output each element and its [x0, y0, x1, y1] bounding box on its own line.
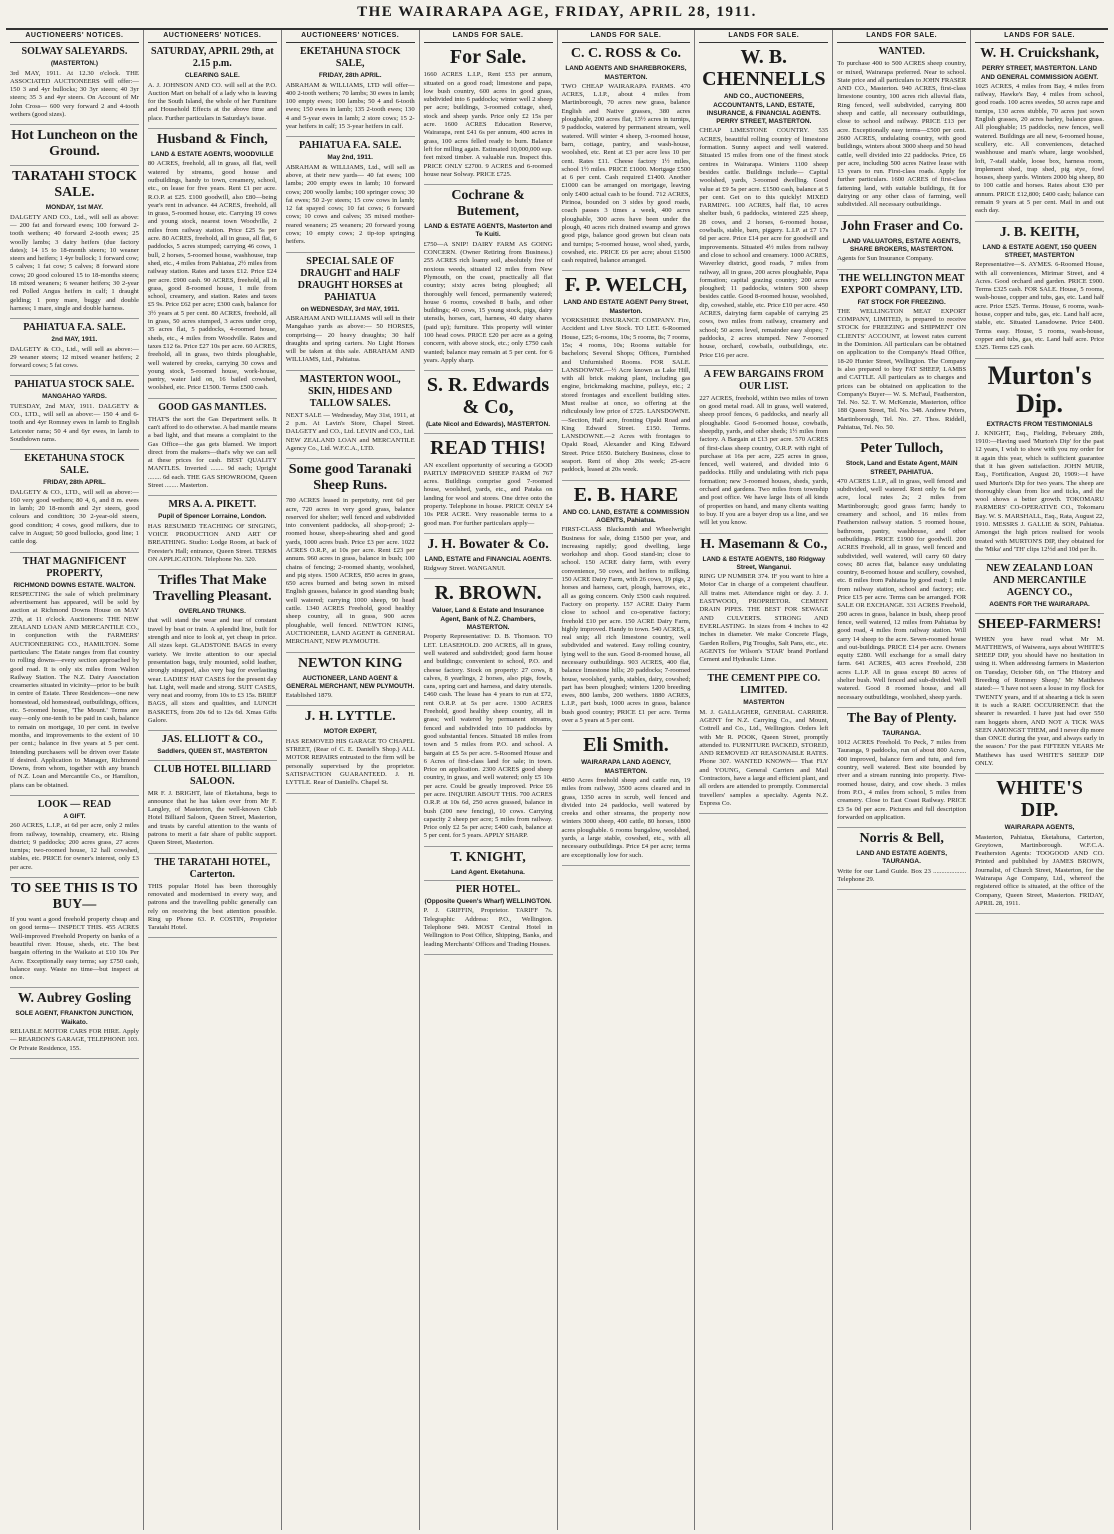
ad-title: Peter Tulloch,	[860, 441, 944, 457]
advertisement	[148, 734, 277, 760]
ad-subtitle: MONDAY, 1st MAY.	[45, 204, 104, 212]
ad-title: THAT MAGNIFICENT PROPERTY,	[22, 555, 127, 579]
ad-body: 1025 ACRES, 4 miles from Bay, 4 miles from railway, Hawke's Bay, 4 miles from school, good roads. 100 acres swedes, 50 acres rape and turnips, 130 acres stubble, 70 acres just sown English grasses, 20 acres harley, balance grass. All ploughable; 15 paddocks, new fences, well watered. Buildings are all new, 6-roomed house, scullery, etc. All conveniences, detached washhouse and man's whare, large woolshed, loft, 7-stall stable, loose box, harness room, implement shed, trap shed, pig stye, fowl houses, sheep yards. Winters 2000 big sheep, 80 to 100 cattle and horses. Rates about £30 per annum. PRICE £12,800; £400 cash; balance can remain 9 years at 5 per cent. Mail in and out each day.	[975, 82, 1104, 215]
ad-subtitle: A GIFT.	[63, 813, 86, 820]
advertisement	[286, 462, 415, 652]
ad-subtitle: LAND & ESTATE AGENTS, Masterton and Te Kuiti.	[424, 223, 552, 239]
advertisement	[699, 673, 828, 814]
advertisement	[10, 128, 139, 166]
advertisement	[148, 764, 277, 854]
advertisement	[424, 188, 553, 371]
ad-subtitle: AUCTIONEER, LAND AGENT & GENERAL MERCHANT, NEW PLYMOUTH.	[286, 674, 415, 690]
ad-body: CHEAP LIMESTONE COUNTRY. 535 ACRES, beautiful rolling country of limestone formation. Sunny aspect and well watered. Situated 15 miles from one of the finest stock centres in Wairarapa. Winters 1100 sheep besides cattle. Buildings include— Capital woolshed, yards, 3-roomed dwelling. Good value at £9 5s per acre. £1500 cash, balance at 5 per cent. Get on to this quickly! MIXED FARMING. 100 ACRES, half flat, 10 acres shelter bush, 6 paddocks, wintered 225 sheep, 28 cows, and 2 horses, 6-roomed house, cowbails, stable, barn, piggery. L.I.P. at £7 17s 6d per acre. Price £14 per acre for goodwill and improvements. Situated 4½ miles from railway and close to school and creamery. 1000 ACRES, Waverley district, good roads, 7 miles from railway, all in grass, 200 acres ploughable, Papa formation; capital grazing country; 200 acres ploughed; 11 paddocks, winters 900 sheep besides cattle. Good 8-roomed house, woolshed, dip, cowshed, stable, etc. Price £10 per acre. 450 ACRES, dairying farm capable of carrying 25 cows, two miles from railway, creamery and school; 50 acres level, remainder easy slopes; 7 paddocks, 2 acres stumped. New 7-roomed house, orchard, cowbails, outbuildings, etc. Price £16 per acre.	[699, 127, 829, 359]
ad-title: E. B. HARE	[573, 483, 679, 506]
ad-title: NEW ZEALAND LOAN AND MERCANTILE AGENCY CO.,	[986, 563, 1093, 599]
ad-body: 470 ACRES L.I.P., all in grass, well fenced and subdivided, well watered. Rent only 6s 6d per acre, local rates 2s; 2 miles from Martinborough; good grass farm; handy to creamery and school, and 16 miles from Featherston railway station. 5 roomed house, bathroom, pantry, washhouse, and other outbuildings. PRICE £1900 for goodwill. 200 ACRES Freehold, all in grass, well fenced and subdivided, well watered, will carry 60 dairy cows; 80 acres flat, balance easy undulating country, 8-roomed house and scullery, cowshed, etc. 8 miles from Pahiatua by good road; 1 mile from railway station, school and factory; etc. Price £15 per acre. Terms can be arranged. FOR SALE OR EXCHANGE. 331 ACRES Freehold, 290 acres in grass, balance in bush, sheep proof fence, well watered, 12 miles from Pahiatua by good road, 4 miles from railway station. Will carry 14 sheep to the acre. Seven-roomed house and out-buildings. PRICE £14 per acre. Owners equity £280. Will exchange for a small dairy farm. 641 ACRES, 403 acres Freehold, 238 acres L.I.P. All in grass except 80 acres of shelter bush. Well fenced and sub-divided. Well watered. Good 8 roomed house, and all necessary outbuildings, woolshed, sheep yards.	[837, 477, 967, 701]
ad-title: Trifles That Make Travelling Pleasant.	[152, 573, 272, 605]
advertisement	[424, 884, 553, 955]
ad-body: HAS RESUMED TEACHING OF SINGING, VOICE PRODUCTION AND ART OF BREATHING. Studio: Lodge Room, at back of Forester's Hall; entrance, Queen Street. TERMS ON APPLICATION. Telephone No. 320.	[147, 522, 277, 563]
ad-body: Established 1879.	[285, 692, 333, 700]
advertisement	[975, 46, 1104, 221]
newspaper-columns	[6, 28, 1108, 1530]
ad-title: WHITE'S DIP.	[996, 777, 1083, 822]
ad-body: WHEN you have read what Mr M. MATTHEWS, of Waiwera, says about WHITE'S SHEEP DIP, you should have no hesitation in using it. When addressing farmers in Masterton on Tuesday, October 6th, on 'The History and Breeding of Romney Sheep,' Mr Matthews stated:— 'I have not seen a louse in my flock for TWENTY years, and if at shearing a tick is seen it is such a RARE OCCURRENCE that the shearer is rewarded. I have just had over 550 ram hoggets shorn, AND NOT A TICK WAS SEEN AMONGST THEM, and I never dip more than ONCE during the year, and always early in the season.' For the past FIFTEEN YEARS Mr Matthews has used WHITE'S SHEEP DIP ONLY.	[975, 635, 1104, 767]
ad-body: To purchase 400 to 500 ACRES sheep country, or mixed, Wairarapa preferred. Near to school. State price and all particulars to JOHN FRASER AND CO., Masterton. 940 ACRES, first-class limestone country, 100 acres rich alluvial flats, Ring fenced, well subdivided, carrying 800 sheep and cattle, all necessary outbuildings, close to school and railway. PRICE £13 per acre. Exceptionally easy terms—£500 per cent. 2600 ACRES, undulating country, with good buildings, winters about 3000 sheep and 50 head cattle, well divided into 22 paddocks. Price, £6 per acre, including 500 acres Native lease with 13 years to run. First-class roads. Apply for further particulars. 1600 ACRES of first-class fattening land, with suitable buildings, fit for dairying or any other class of farming, well subdivided. All necessary outbuildings.	[837, 60, 967, 209]
ad-title: C. C. ROSS & Co.	[570, 46, 681, 62]
ad-body: MR F. J. BRIGHT, late of Eketahuna, begs to announce that he has taken over from Mr F. Langley, of Masterton, the well-known Club Hotel Billiard Saloon, Queen Street, Masterton, and trusts by careful attention to the wants of patrons to merit a fair share of public support. Queen Street, Masterton.	[147, 789, 277, 847]
ad-title: Murton's Dip.	[987, 360, 1092, 418]
ad-subtitle: MANGAHAO YARDS.	[42, 393, 107, 401]
ad-body: Write for our Land Guide. Box 23 .................... Telephone 29.	[837, 867, 967, 884]
ad-title: WANTED.	[878, 46, 925, 58]
advertisement	[148, 573, 277, 731]
advertisement	[699, 369, 828, 534]
ad-body: ABRAHAM & WILLIAMS, LTD will offer— 400 2-tooth wethers; 70 lambs; 30 ewes in lamb; 100 empty ewes; 100 lambs; 50 4 and 6-tooth ewes; 150 ewes in lamb; 135 2-tooth ewes; 130 4 and 5-year ewes in lamb; 2 store cows; 15 2-year heifers in calf; 15 3-year heifers in calf.	[285, 81, 415, 131]
ad-body: DALGETY AND CO., Ltd., will sell as above:— 200 fat and forward ewes; 100 forward 2-tooth wethers; 40 forward 2-tooth ewes; 25 woolly lambs; 3 dairy heifers (due factory dates); 14 15 to 18-month steers; 10 weaner steers and heifers; 1 4yr bullock; 1 forward cow; 5 calves; 1 fat cow; 5 calves; 8 forward store cows; 20 good coloured 15 to 18-months steers; 18 mixed weaners; 6 weaner heifers; 30 2-year red Polled Angus heifers in calf; 1 draught gelding; 1 pony mare, buggy and double harness; 1 mare, single and double harness.	[10, 213, 139, 312]
ad-title: PAHIATUA F.A. SALE.	[299, 140, 402, 152]
ad-subtitle: AND CO., AUCTIONEERS, ACCOUNTANTS, LAND, ESTATE, INSURANCE, & FINANCIAL AGENTS. PERRY STREET, MASTERTON.	[706, 93, 821, 126]
ad-body: 3rd MAY, 1911. At 12.30 o'clock. THE ASSOCIATED AUCTIONEERS will offer:— 150 3 and 4yr bullocks; 30 3yr steers; 40 3yr steers; 35 3 and 4yr steers. On Account of Mr John Cross— 600 very forward 2 and 4-tooth wethers (good sizes).	[10, 69, 139, 119]
ad-body: THAT'S the sort the Gas Department sells. It can't afford to do otherwise. A bad mantle means a bad light, and that means a complaint to the Gas Office—the gas gets blamed. We import direct from the makers—that's why we can sell at these prices for cash. BEST QUALITY MANTLES. Inverted ........ 9d each; Upright ........ 6d each. THE GAS SHOWROOM, Queen Street ........ Masterton.	[147, 415, 277, 490]
ad-title: THE CEMENT PIPE CO. LIMITED.	[707, 673, 821, 697]
ad-subtitle: LAND AGENTS AND SHAREBROKERS, MASTERTON.	[565, 65, 687, 81]
ad-subtitle: PERRY STREET, MASTERTON. LAND AND GENERAL COMMISSION AGENT.	[980, 65, 1099, 81]
ad-title: The Bay of Plenty.	[846, 710, 957, 726]
ad-body: Masterton, Pahiatua, Eketahuna, Carterton, Greytown, Martinborough. W.F.C.A. Featherston Agents: TOOGOOD AND CO. Printed and published by JAMES BROWN, Journalist, of Church Street, Masterton, for the Wairarapa Age Company, Ltd., whereof the registered office is situated, at the office of the Company, Queen Street, Masterton. FRIDAY, APRIL 28, 1911.	[975, 833, 1104, 907]
ad-subtitle: LAND VALUATORS, ESTATE AGENTS, SHARE BROKERS, MASTERTON.	[842, 237, 961, 253]
ad-subtitle: AGENTS FOR THE WAIRARAPA.	[989, 601, 1090, 609]
ad-body: that will stand the wear and tear of constant travel by boat or train. A splendid line, built for strength and nice to look at, yet cheap in price. All sizes kept. GLADSTONE BAGS in every variety. We invite attention to our special presentation bags, truly mounted, solid leather, strongly strapped, also very bag for everlasting wear. LADIES' HAT CASES for the present day hat. Light, well made and strong. SUIT CASES, very neat and roomy, from 10s to £3 15s. BRIEF BAGS, all sizes and qualities, and LUNCH BASKETS, from 20s 6d to 12s 6d. Xmas Gifts Galore.	[147, 617, 277, 724]
ad-title: NEWTON KING	[298, 655, 403, 671]
ad-title: Norris & Bell,	[859, 831, 944, 847]
ad-title: MASTERTON WOOL, SKIN, HIDES AND TALLOW SALES.	[299, 373, 401, 409]
ad-body: 780 ACRES leased in perpetuity, rent 6d per acre, 720 acres in very good grass, balance reserved for shelter; well fenced and subdivided into convenient paddocks, all shop-proof; 2-roomed house, sheep-shearing shed and good yards, 1000 acres bush. Price £3 per acre. 1022 ACRES O.R.P., at 10s per acre. Rent £23 per annum. 960 acres in grass, balance in bush; 100 chains of fencing; 2-roomed shanty, woolshed, and pig styes. 1500 ACRES, 850 acres in grass, 650 acres burned and being sown in mixed English grasses, balance in good standing bush; well watered; carrying 1000 sheep, 90 head cattle. 1340 ACRES Freehold, good healthy sheep country, all in grass, 900 acres ploughable, well fenced. NEWTON KING, AUCTIONEER, LAND AGENT & GENERAL MERCHANT, NEW PLYMOUTH.	[285, 497, 415, 646]
ad-title: W. Aubrey Gosling	[17, 991, 132, 1007]
ad-subtitle: RICHMOND DOWNS ESTATE. WALTON.	[13, 581, 136, 589]
column-header: LANDS FOR SALE.	[699, 32, 828, 43]
advertisement	[286, 709, 415, 793]
ad-body: Agents for Sun Insurance Company.	[837, 255, 933, 263]
ad-subtitle: OVERLAND TRUNKS.	[178, 608, 246, 616]
column-header: LANDS FOR SALE.	[975, 32, 1104, 43]
ad-subtitle: May 2nd, 1911.	[327, 154, 373, 162]
ad-title: Some good Taranaki Sheep Runs.	[288, 462, 412, 494]
advertisement	[975, 225, 1104, 359]
advertisement	[837, 831, 966, 890]
advertisement	[10, 379, 139, 450]
advertisement	[10, 322, 139, 376]
ad-title: EKETAHUNA STOCK SALE,	[299, 46, 401, 70]
ad-title: H. Masemann & Co.,	[700, 536, 828, 552]
column-4	[420, 30, 558, 1530]
advertisement	[10, 556, 139, 796]
advertisement	[975, 617, 1104, 775]
ad-body: TUESDAY, 2nd MAY, 1911. DALGETY & CO., LTD., will sell as above:— 150 4 and 6-tooth and 4yr Romney ewes in lamb to English Leicester rams; 50 4 and 6yr ewes, in lamb to Southdown rams.	[10, 402, 139, 443]
ad-subtitle: LAND AND ESTATE AGENTS, TAURANGA.	[856, 850, 947, 866]
masthead-title: THE WAIRARAPA AGE, FRIDAY, APRIL 28, 1911.	[357, 4, 757, 20]
ad-subtitle: Valuer, Land & Estate and Insurance Agent, Bank of N.Z. Chambers, MASTERTON.	[432, 607, 545, 632]
ad-title: W. B. CHENNELLS	[702, 46, 826, 91]
ad-title: Husband & Finch,	[156, 132, 268, 148]
advertisement	[10, 46, 139, 125]
ad-body: ABRAHAM AND WILLIAMS will sell in their Mangahao yards as above:— 50 HORSES, comprising— 20 heavy draughts; 30 half draughts and spring carters. No Light Horses will be taken at this sale. ABRAHAM AND WILLIAMS, Ltd., Pahiatua.	[285, 314, 415, 364]
advertisement	[148, 499, 277, 570]
ad-subtitle: TAURANGA.	[882, 729, 921, 737]
advertisement	[424, 374, 553, 433]
ad-title: PAHIATUA STOCK SALE.	[14, 379, 135, 391]
advertisement	[10, 169, 139, 319]
ad-body: THIS popular Hotel has been thoroughly renovated and modernised in every way, and patrons and the travelling public generally can rely on receiving the best attention possible. Ring up Phone 63. P. COSTIN, Proprietor Taratahi Hotel.	[147, 882, 277, 932]
ad-body: A. J. JOHNSON AND CO. will sell at the P.O. Auction Mart on behalf of a lady who is leaving for the South Island, the whole of her Furniture and Household Effects at the above time and place. Further particulars in Saturday's issue.	[147, 81, 277, 122]
ad-title: MRS A. A. PIKETT.	[168, 499, 257, 511]
ad-body: 4850 Acres freehold sheep and cattle run, 19 miles from railway, 3500 acres cleared and in grass, 1350 acres in scrub, well fenced and divided into 24 paddocks, well watered by creeks and other streams, the property now winters 3000 sheep, 400 cattle, 80 horses, 1800 acres ploughable. 6 rooms bungalow, woolshed, yards, a large stable, cowshed, etc., with all necessary outbuildings. Price £4 per acre; terms are exceptionally low for such.	[561, 776, 691, 859]
ad-subtitle: LAND & ESTATE AGENT, 150 QUEEN STREET, MASTERTON	[982, 243, 1097, 259]
advertisement	[148, 46, 277, 129]
advertisement	[286, 46, 415, 137]
advertisement	[10, 991, 139, 1058]
advertisement	[148, 402, 277, 497]
ad-subtitle: AND CO. LAND, ESTATE & COMMISSION AGENTS, Pahiatua.	[562, 508, 690, 524]
advertisement	[424, 437, 553, 534]
ad-title: EKETAHUNA STOCK SALE.	[24, 453, 125, 477]
advertisement	[562, 734, 691, 866]
advertisement	[10, 881, 139, 988]
column-5	[558, 30, 696, 1530]
advertisement	[837, 273, 966, 439]
advertisement	[562, 46, 691, 271]
ad-subtitle: FAT STOCK FOR FREEZING.	[857, 298, 946, 306]
ad-body: FIRST-CLASS Blacksmith and Wheelwright Business for sale, doing £1500 per year, and increasing rapidly; good dwelling, large workshop and shop. Good stand-in; close to school. 150 ACRE dairy farm, with every convenience, 50 cows, and heifers to milking. 150 ACRE Dairy Farm, with 26 cows, 19 pigs, 2 horses and harness, cart, plough, harrows, etc., all as going concern. Only £500 cash required. Factory on property. 157 ACRE Dairy Farm close to school and co-operative factory; freehold £10 per acre. 150 ACRE Dairy Farm, highly improved. Handy to town. 540 ACRES, a real snip; all rich limestone country, well subdivided and watered. Easy rolling country, lying well to the sun. Good 8-roomed house, all necessary outbuildings. 903 ACRES, 400 flat, balance limestone hills; 20 paddocks; 7-roomed house, woolshed, yards, stables, dairy, cowshed; part has been ploughed; winters 1200 breeding ewes, 800 lambs, 200 wethers. 1880 ACRES, L.I.P., part bush, 1000 acres in grass, balance bush good country; PRICE £1 per acre. Terms over a 5 years at 5 per cent.	[561, 526, 691, 725]
ad-title: TO SEE THIS IS TO BUY—	[11, 881, 138, 913]
column-2	[144, 30, 282, 1530]
ad-subtitle: CLEARING SALE.	[184, 72, 240, 80]
ad-title: T. KNIGHT,	[450, 849, 526, 865]
ad-body: £750—A SNIP! DAIRY FARM AS GOING CONCERN. (Owner Retiring from Business.) 255 ACRES rich loamy soil, absolutely free of noxious weeds, situated 12 miles from New Plymouth, on the coast, practically all flat country; sixty acres being ploughed; all thoroughly well fenced, permanently watered; house 6 rooms, cowshed 8 bails, and other buildings; 40 cows, 15 young stock, pigs, dairy utensils, horses, cart, harness, 40 dairy shares (paid up); furniture. This property will winter 100 head cows. PRICE £20 per acre as a going concern, with above stock, etc.; only £750 cash wanted; balance may remain at 5 per cent. for 6 years. Apply sharp.	[423, 240, 553, 364]
ad-title: R. BROWN.	[434, 582, 542, 605]
ad-title: JAS. ELLIOTT & CO.,	[161, 734, 263, 746]
ad-body: 1660 ACRES L.I.P., Rent £53 per annum, situated on a good road; limestone and papa, low bush country, 600 acres in good grass, subdivided into 6 paddocks; winter well 2 sheep per acre; buildings, 3-roomed cottage, shed, stock and sheep yards. Price only £2 15s per acre. 1600 ACRES Education Reserve, Wairarapa, rent £41 6s per annum, 400 acres in grass, 100 acres felled ready to burn. Balance left for milling again. Estimated 10,000,000 sup. feet mixed timber. A valuable run. Inspect this. PRICE ONLY £2700. 9 ACRES and 6-roomed house near Solway. PRICE £725.	[423, 71, 553, 178]
ad-subtitle: LAND & ESTATE AGENTS, 180 Ridgway Street, Wanganui.	[702, 555, 826, 571]
ad-subtitle: MOTOR EXPERT,	[323, 728, 377, 736]
column-7	[833, 30, 971, 1530]
ad-title: SOLWAY SALEYARDS.	[21, 46, 128, 58]
ad-body: 1012 ACRES Freehold. To Peck, 7 miles from Tauranga, 9 paddocks, run of about 800 Acres, 400 improved, balance fern and tutu, and fern country, well watered. Best site bounded by river and a stream running into property. Five-roomed house, dairy, and cow sheds. 3 miles from P.O., 4 miles from school, 5 miles from creamery. Close to East Coast Railway. PRICE £3 5s 0d per acre. Pictures and full description forwarded on application.	[837, 739, 967, 821]
ad-title: THE TARATAHI HOTEL, Carterton.	[154, 856, 271, 880]
ad-title: J. H. Bowater & Co.	[427, 536, 549, 552]
advertisement	[424, 46, 553, 185]
ad-body: Ridgway Street. WANGANUI.	[423, 565, 506, 573]
ad-body: 80 ACRES, freehold, all in grass, all flat, well watered by streams, good house and outbuildings, handy to town, creamery, school, etc., on lease for five years. Rent £1 per acre. R.O.P. at £25. £100 goodwill, also £80—being year's rent in advance. 44 ACRES, freehold, all in grass, 5-roomed house, etc. Carrying 19 cows and young stock, nearest town Woodville, 2 miles from railway station. Price £25 5s per acre. 80 ACRES, freehold, all in grass, all flat, 6 paddocks, 5 acres stumped; carrying 46 cows, 1 bull, 2 horses, 5-roomed house, washhouse, trap shed, etc., 4 miles from Pahiatua, 2½ miles from railway station. Rates and taxes £12. Price £24 per acre. £900 cash. 90 ACRES, freehold, all in grass, good 8-roomed house, 1 mile from school, creamery, and station. Rates and taxes £5 9s. Price £62 per acre; £300 cash, balance for 3½ years at 5 per cent. 80 ACRES, freehold, all in grass, 50 acres stumped, 3 acres under crop, 35 acres flat, 5 paddocks, 4-roomed house, sheds, etc., 4 miles from Woodville. Rates and taxes £12 6s. Price £27 10s per acre. 60 ACRES, freehold, all in grass, two thirds ploughable, well watered by creeks, carrying 30 cows and young stock, 5-roomed house, work-house, pantry, water laid on, 16 bailed cowshed, woolshed, etc. Price £1500. Terms £500 cash.	[147, 160, 277, 392]
column-header: AUCTIONEERS' NOTICES.	[148, 32, 277, 43]
ad-subtitle: WAIRARAPA LAND AGENCY, MASTERTON.	[581, 759, 671, 775]
ad-body: DALGETY & CO., LTD., will sell as above:— 160 very good wethers; 80 4, 6, and 8 m. ewes in lamb; 20 18-month and 2yr steers, good colours and condition; 30 2-year-old steers, good condition; 4 cows, good milkers, due to calve in August; 50 good bullocks, good line; 1 cattle dog.	[10, 488, 139, 546]
ad-body: TWO CHEAP WAIRARAPA FARMS. 470 ACRES, L.I.P., about 4 miles from Martinborough, 70 acres new grass, balance English and Native grasses, 380 acres ploughable, 200 acres flat, 13½ acres in turnips, 9 paddocks, watered by permanent stream, well watered. Will winter 4 sheep, 3-roomed house, barn, cottage, pantry, and wash-house, woolshed, etc. Rent at £3 per acre less 10 per cent. Rates £11. Cheese factory 1½ miles, school 1½ miles. PRICE £1000. Mortgage £500 at 6 per cent. Cash required £1400. Another £1000 can be arranged on mortgage, leaving only £400 actual cash to be found. 712 ACRES, Pirinoa, bounded on 3 sides by good roads, coach passes 3 times a week, 400 acres ploughable, 300 acres have been under the plough, 40 acres rich drained swamp and grows good pigs, balance good grown but clean oats and turnips; 5-roomed house, wool shed, yards, cowshed, etc. PRICE £6 per acre; about £1500 cash required, balance arranged.	[561, 82, 691, 265]
column-header: LANDS FOR SALE.	[424, 32, 553, 43]
advertisement	[286, 656, 415, 707]
ad-body: 227 ACRES, freehold, within two miles of town on good metal road. All in grass, well watered, sheep proof fences, 6 paddocks, and nearly all ploughable. Good 6-roomed house, cowbails, sheepdip, yards, and other sheds; 1½ miles from factory. A Bargain at £13 per acre. 570 ACRES of first-class sheep country, O.R.P. with right of purchase at 16s per acre, 225 acres in grass, fenced, well watered, and divided into 6 paddocks. Hilly and undulating with rich papa formation; new 3-roomed houses, sheds, yards, orchard and gardens. Two miles from township and post office. We have large lists of all kinds of properties on hand, and many clients waiting to buy. If you are a buyer drop us a line, and we will let you know.	[699, 394, 829, 527]
ad-subtitle: Pupil of Spencer Lorraine, London.	[158, 513, 267, 521]
ad-body: RESPECTING the sale of which preliminary advertisement has appeared, will be sold by auction at Richmond Downs House on MAY 27th, at 11 o'clock. Auctioneers: THE NEW ZEALAND LOAN AND MERCANTILE CO., in conjunction with the FARMERS' AUCTIONEERING CO., HAMILTON. Some particulars: The Estate ranges from flat country to rolling downs—every section approached by good road. It is only six miles from Walton Railway Station. The N.Z. Dairy Association creameries situated in vicinity—prior to be built in centre of Estate. Three Residences—one new homestead, old homestead, outbuildings, offices, etc. 5-roomed house, 'The Mount.' Terms are easy—only one-tenth to be paid in cash, balance to remain on mortgage, 10 per cent. in twelve months, and improvements to the extent of 10 per cent.; balance in five years at 5 per cent. Intending purchasers will be driven over Estate if desired. Application to Manager, Richmond Downs, from whom, together with any branch of N.Z. Loan and Mercantile Co., or Hamilton, plans can be obtained.	[10, 590, 139, 789]
ad-title: LOOK — READ	[37, 799, 112, 810]
ad-body: AN excellent opportunity of securing a GOOD PARTLY IMPROVED SHEEP FARM of 767 acres. Buildings comprise good 7-roomed house, woolshed, yards, etc., and Pataka on landing for wool and stores. One drive onto the property. Telephone in house. PRICE ONLY £4 10s PER ACRE. Very reasonable terms to a good man. For further particulars apply—	[423, 461, 553, 527]
ad-body: RELIABLE MOTOR CARS FOR HIRE. Apply— REARDON'S GARAGE, TELEPHONE 103. Or Private Residence, 155.	[10, 1028, 139, 1052]
advertisement	[837, 219, 966, 270]
ad-subtitle: LAND & ESTATE AGENTS, WOODVILLE	[150, 151, 274, 159]
ad-subtitle: SOLE AGENT, FRANKTON JUNCTION, Waikato.	[15, 1010, 134, 1026]
column-header: LANDS FOR SALE.	[837, 32, 966, 43]
ad-body: ABRAHAM & WILLIAMS, Ltd., will sell as above, at their new yards— 40 fat ewes; 100 lambs; 200 empty ewes in lamb; 10 forward cows; 200 woolly lambs; 100 springer cows; 30 fat ewes; 50 2-yr steers; 15 cow cows in lamb; 12 fat spayed cows; 10 fat cows; 6 forward cows; 10 cows and calves; 35 mixed mother-reared weaners; 25 weaners; 20 forward young cows; 10 empty cows; 2 tip-top springing heifers.	[285, 163, 415, 246]
ad-subtitle: Land Agent. Eketahuna.	[451, 868, 525, 876]
ad-subtitle: (Opposite Queen's Wharf) WELLINGTON.	[424, 898, 552, 906]
ad-subtitle: 2nd MAY, 1911.	[51, 336, 98, 344]
ad-title: S. R. Edwards & Co,	[426, 374, 550, 419]
ad-subtitle: Stock, Land and Estate Agent, MAIN STREET, PAHIATUA.	[845, 460, 958, 476]
ad-title: Eli Smith.	[583, 734, 669, 757]
ad-body: DALGETY & CO., Ltd., will sell as above:— 29 weaner steers; 12 mixed weaner heifers; 2 forward cows; 5 fat cows.	[10, 345, 139, 370]
ad-subtitle: WAIRARAPA AGENTS,	[1004, 824, 1075, 832]
column-3	[282, 30, 420, 1530]
ad-title: PAHIATUA F.A. SALE.	[23, 322, 126, 334]
ad-subtitle: EXTRACTS FROM TESTIMONIALS	[986, 420, 1093, 428]
advertisement	[699, 46, 828, 366]
ad-subtitle: MASTERTON	[743, 699, 785, 707]
ad-subtitle: Saddlers, QUEEN ST., MASTERTON	[157, 748, 268, 756]
advertisement	[148, 857, 277, 939]
advertisement	[424, 537, 553, 580]
advertisement	[10, 453, 139, 552]
advertisement	[975, 563, 1104, 613]
ad-title: GOOD GAS MANTLES.	[158, 401, 267, 413]
ad-body: HAS REMOVED HIS GARAGE TO CHAPEL STREET, (Rear of C. E. Daniell's Shop.) ALL MOTOR REPAIRS entrusted to the firm will be personally supervised by the proprietor. SATISFACTION GUARANTEED. J. H. LYTTLE. Rear of Daniell's. Chapel St.	[285, 737, 415, 787]
column-header: AUCTIONEERS' NOTICES.	[286, 32, 415, 43]
ad-subtitle: on WEDNESDAY, 3rd MAY, 1911.	[300, 305, 400, 313]
advertisement	[286, 374, 415, 459]
ad-title: J. H. LYTTLE.	[304, 709, 396, 725]
ad-title: SATURDAY, APRIL 29th, at 2.15 p.m.	[150, 46, 274, 70]
ad-body: RING UP NUMBER 374. IF you want to hire a Motor Car in charge of a competent chauffeur. All trains met. Attendance night or day. J. J. EASTWOOD, PROPRIETOR. CEMENT DRAIN PIPES. THE BEST FOR SEWAGE AND CULVERTS. STRONG AND EVERLASTING. In sizes from 4 inches to 42 inches in diameter. We make Concrete Flags, Garden Rollers, Pig Troughs, Salt Pans, etc., etc. AGENTS for Wilson's 'STAR' brand Portland Cement and Hydraulic Lime.	[699, 573, 829, 664]
ad-subtitle: LAND AND ESTATE AGENT Perry Street, Masterton.	[563, 299, 689, 315]
ad-subtitle: (Late Nicol and Edwards), MASTERTON.	[426, 421, 551, 429]
ad-title: F. P. WELCH,	[564, 274, 687, 297]
column-header: LANDS FOR SALE.	[562, 32, 691, 43]
advertisement	[562, 274, 691, 480]
ad-body: Representative—S. AYMES. 6-Roomed House, with all conveniences, Mirimar Street, and 4 Acres. Good orchard and garden. PRICE £900. Terms £325 cash. FOR SALE. House, 5 rooms, wash-house, copper and tubs, gas, etc. Land half acre. Price £525. Terms. House, 6 rooms, wash-house, copper and tubs, gas, etc. Land half acre, stable, etc. Situated Lansdowne. Price £400. Terms easy. House, 5 rooms, wash-house, copper and tubs, gas, etc. Land half acre. Price £325. Terms £25 cash.	[975, 261, 1104, 352]
advertisement	[424, 582, 553, 846]
ad-body: Property Representative: D. B. Thomson. TO LET. LEASEHOLD. 200 ACRES, all in grass, well watered and subdivided; good farm house and buildings; convenient to school, P.O. and cheese factory. Stock on property: 27 cows, 8 calves, 8 yearlings, 2 horses, also pigs, fowls, cans, spring cart and harness, and dairy utensils. £460 cash. The lease has 4 years to run at £72, rent O.R.P. at 5s per acre. 1300 ACRES Freehold, good healthy sheep country, all in grass; well watered by permanent streams, fenced and subdivided into 10 paddocks by good substantial fences. Situated 18 miles from town and 5 miles from P.O. and school. A bargain at £5 5s per acre. 5-Roomed House and 6 Acres of first-class land for sale; in town. Price on application. 2300 ACRES good sheep country, in grass, and well watered; only £5 10s per acre. Could be greatly improved. Price £6 per acre. INQUIRE ABOUT THIS. 700 ACRES O.R.P. at 10s 6d, 250 acres grassed, balance in bush (200 new fencing), 10 cows. Carrying capacity 2 sheep per acre; 5 miles from railway. Price only £2 5s per acre; £400 cash, balance at 5 per cent. for 5 years. APPLY SHARP.	[423, 633, 553, 840]
advertisement	[10, 799, 139, 878]
ad-subtitle: (MASTERTON.)	[50, 60, 99, 68]
ad-subtitle: FRIDAY, 28th APRIL.	[43, 479, 106, 487]
column-1	[6, 30, 144, 1530]
ad-title: John Fraser and Co.	[840, 218, 964, 234]
advertisement	[837, 46, 966, 215]
ad-title: SHEEP-FARMERS!	[977, 616, 1102, 632]
ad-title: READ THIS!	[430, 436, 546, 459]
ad-body: 260 ACRES, L.I.P., at 6d per acre, only 2 miles from railway, township, creamery, etc. Rising district; 9 paddocks; 200 acres grass, 27 acres turnips; two-roomed house, 12 hall cowshed, stables, etc. PRICE for owner's interest, only £3 per acre.	[10, 822, 139, 871]
ad-title: THE WELLINGTON MEAT EXPORT COMPANY, LTD.	[838, 272, 965, 296]
column-8	[971, 30, 1108, 1530]
ad-title: W. H. Cruickshank,	[980, 46, 1100, 62]
ad-title: For Sale.	[449, 46, 527, 69]
ad-subtitle: FRIDAY, 28th APRIL.	[318, 72, 382, 80]
ad-subtitle: LAND, ESTATE and FINANCIAL AGENTS.	[424, 555, 552, 563]
advertisement	[699, 537, 828, 671]
ad-title: J. B. KEITH,	[999, 224, 1080, 240]
advertisement	[148, 132, 277, 399]
advertisement	[286, 140, 415, 252]
advertisement	[975, 777, 1104, 914]
ad-title: TARATAHI STOCK SALE.	[12, 169, 137, 201]
advertisement	[286, 256, 415, 371]
ad-title: CLUB HOTEL BILLIARD SALOON.	[153, 763, 271, 787]
ad-body: THE WELLINGTON MEAT EXPORT COMPANY, LIMITED, is prepared to receive STOCK for FREEZING and SHIPMENT ON CLIENTS' ACCOUNT, at lowest rates current in the Dominion. All particulars can be obtained on application to the Company's Head Office, 18-20 Hunter Street, Wellington. The Company is also prepared to buy FAT SHEEP, LAMBS and CATTLE. All particulars as to charges and prices can be obtained on application to the Company's Buyer— W. S. McFaul, Featherston, Tel. No. 52. T. W. McKenzie, Masterton, office 188 Queen Street, Tel. No. 348. Andrew Peters, Martinborough, Tel. No. 27. Thos. Riddell, Pahiatua, Tel. No. 50.	[837, 307, 967, 431]
ad-title: Cochrane & Butement,	[451, 188, 525, 220]
ad-title: Hot Luncheon on the Ground.	[11, 128, 138, 160]
column-6	[695, 30, 833, 1530]
ad-title: SPECIAL SALE OF DRAUGHT and HALF DRAUGHT HORSES at PAHIATUA	[297, 255, 403, 303]
column-header: AUCTIONEERS' NOTICES.	[10, 32, 139, 43]
ad-title: A FEW BARGAINS FROM OUR LIST.	[703, 368, 824, 392]
advertisement	[837, 441, 966, 708]
advertisement	[562, 484, 691, 732]
advertisement	[424, 850, 553, 881]
ad-body: J. KNIGHT, Esq., Fielding, February 28th, 1910:—Having used 'Murton's Dip' for the past 12 years, I wish to show with you my order for it again this year, which is sufficient guarantee that it has given satisfaction. JOHN MUIR, Esq., Fortification, August 20, 1909:—I have used Murton's Dip for two years. The sheep are thoroughly clean from lice and ticks, and the wool shows a better growth. TOKOMARU FARMERS' CO-OPERATIVE CO., Tokomaru Bay. W. S. MARSHALL, Esq., Rata, August 22, 1910. MESSRS J. GALLIE & SON, Pahiatua. Amongst the high prices realised for wools treated with MURTON'S DIP, they obtained for the 'Mika' and 'TH' clips 12½d and 10d per lb.	[975, 429, 1104, 553]
ad-title: PIER HOTEL.	[455, 884, 521, 896]
advertisement	[975, 362, 1104, 561]
ad-body: P. J. GRIFFIN, Proprietor. TARIFF 7s. Telegraphic Address: P.O., Wellington. Telephone 949. MOST Central Hotel in Wellington to Post Office, Shipping, Banks, and leading Merchants' Offices and Trading Houses.	[423, 907, 553, 948]
ad-body: NEXT SALE — Wednesday, May 31st, 1911, at 2 p.m. At Lavin's Store, Chapel Street. DALGETY and CO., Ltd. LEVIN and CO., Ltd. NEW ZEALAND LOAN and MERCANTILE Agency Co., Ltd. W.F.C.A., LTD.	[285, 411, 415, 452]
ad-body: M. J. GALLAGHER, GENERAL CARRIER. AGENT for N.Z. Carrying Co., and Mount, Cottrell and Co., Ltd., Wellington. Orders left with Mr R. POOK, Queen Street, promptly attended to. FURNITURE PACKED, STORED, AND REMOVED AT REASONABLE RATES. Phone 307. WANTED KNOWN— That FLY and YOUNG, General Carriers and Mail Contractors, have a large and efficient plant, and all orders are attended to promptly. Commercial travellers' samples a specialty. Agents N.Z. Express Co.	[699, 708, 829, 807]
ad-body: If you want a good freehold property cheap and on good terms— INSPECT THIS. 455 ACRES Well-improved Freehold Property on banks of a beautiful river. House, sheds, etc. The best bargain offering in the Waikato at £10 10s Per Acre. Exceptionally easy terms; say £750 cash, balance easy. Waste no time—but inspect at once.	[10, 916, 139, 982]
ad-body: YORKSHIRE INSURANCE COMPANY. Fire, Accident and Live Stock. TO LET. 6-Roomed House, £25; 6-rooms, 10s; 5 rooms, 8s; 7 rooms, 15s; 4 rooms, 10s; Rooms suitable for bachelors; Several Shops; Offices, Furnished and Unfurnished Rooms. FOR SALE. LANSDOWNE.—½ Acre known as Lake Hill, with all brick making plant, including gas engine, brickmaking machine, pulleys, etc.; 2 stored frontages and excellent building sites. Must realise at once, so offering at the ridiculously low price of £725. LANSDOWNE.—Section, Half acre, fronting Opaki Road and King Edward Street. £150. Terms. LANSDOWNE.—2 Acres with frontages to Opaki Road, Alexander and King Edward Street. Price £650. Butchery Business, close to seaport. Rent of shop 20s week; 25-acre paddock, leased at 20s week.	[561, 317, 691, 474]
advertisement	[837, 711, 966, 828]
